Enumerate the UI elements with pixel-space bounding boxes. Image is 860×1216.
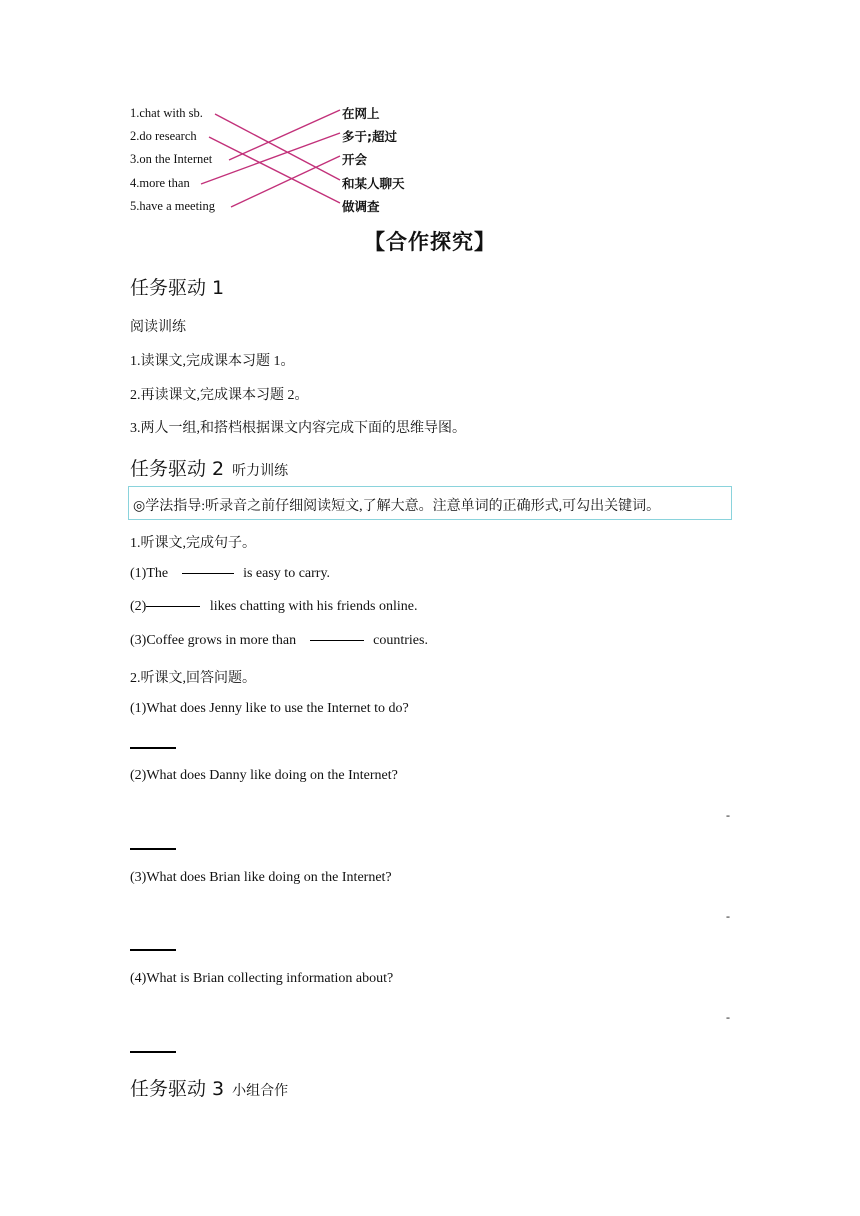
answer-line-4[interactable] xyxy=(130,1051,176,1053)
task3-subheading: 小组合作 xyxy=(232,1083,289,1099)
answer-line-2[interactable] xyxy=(130,848,176,850)
task1-item-3: 3.两人一组,和搭档根据课文内容完成下面的思维导图。 xyxy=(130,421,466,436)
part2-title: 2.听课文,回答问题。 xyxy=(130,671,256,686)
sentence-2 xyxy=(130,599,417,615)
chinese-item-1: 在网上 xyxy=(342,106,380,121)
part1-title: 1.听课文,完成句子。 xyxy=(130,536,256,551)
blank-1[interactable] xyxy=(182,573,234,574)
english-item-4: 4.more than xyxy=(130,176,190,190)
match-line-1 xyxy=(215,114,340,180)
english-item-5: 5.have a meeting xyxy=(130,199,216,213)
blank-2[interactable] xyxy=(146,606,200,607)
sentence-1-post: is easy to carry. xyxy=(243,566,331,581)
dash-mark-3: - xyxy=(726,909,730,923)
sentence-3-post: countries. xyxy=(373,633,428,648)
chinese-item-2: 多于;超过 xyxy=(342,129,397,144)
sentence-1 xyxy=(130,566,330,582)
sentence-3 xyxy=(130,633,428,649)
task3-heading xyxy=(130,1074,288,1101)
task2-subheading: 听力训练 xyxy=(232,463,289,479)
chinese-item-5: 做调查 xyxy=(342,199,380,214)
task1-item-1: 1.读课文,完成课本习题 1。 xyxy=(130,354,295,369)
task1-item-2: 2.再读课文,完成课本习题 2。 xyxy=(130,388,309,403)
question-2: (2)What does Danny like doing on the Internet? xyxy=(130,768,398,783)
sentence-2-post: likes chatting with his friends online. xyxy=(209,599,418,614)
task2-heading-text: 任务驱动 2 xyxy=(130,458,225,480)
task1-subheading: 阅读训练 xyxy=(130,320,186,335)
chinese-item-3: 开会 xyxy=(342,152,368,167)
sentence-2-pre: (2) xyxy=(130,599,147,614)
blank-3[interactable] xyxy=(310,640,364,641)
task2-heading xyxy=(130,454,288,481)
section-title: 【合作探究】 xyxy=(364,230,496,254)
sentence-3-pre: (3)Coffee grows in more than xyxy=(130,633,297,648)
sentence-1-pre: (1)The xyxy=(130,566,169,581)
chinese-item-4: 和某人聊天 xyxy=(342,176,405,191)
match-line-3 xyxy=(229,110,340,160)
english-item-3: 3.on the Internet xyxy=(130,152,213,166)
question-3: (3)What does Brian like doing on the Internet? xyxy=(130,870,392,885)
study-tip-box xyxy=(128,486,732,520)
answer-line-1[interactable] xyxy=(130,747,176,749)
match-line-5 xyxy=(231,156,340,207)
task1-heading-text: 任务驱动 1 xyxy=(130,277,225,299)
question-1: (1)What does Jenny like to use the Internet to do? xyxy=(130,701,409,716)
dash-mark-4: - xyxy=(726,1010,730,1024)
task3-heading-text: 任务驱动 3 xyxy=(130,1078,225,1100)
english-item-1: 1.chat with sb. xyxy=(130,106,203,120)
study-tip-text: ◎学法指导:听录音之前仔细阅读短文,了解大意。注意单词的正确形式,可勾出关键词。 xyxy=(133,499,661,514)
answer-line-3[interactable] xyxy=(130,949,176,951)
question-4: (4)What is Brian collecting information about? xyxy=(130,971,394,986)
task1-heading xyxy=(130,273,224,300)
english-item-2: 2.do research xyxy=(130,129,197,143)
dash-mark-2: - xyxy=(726,808,730,822)
